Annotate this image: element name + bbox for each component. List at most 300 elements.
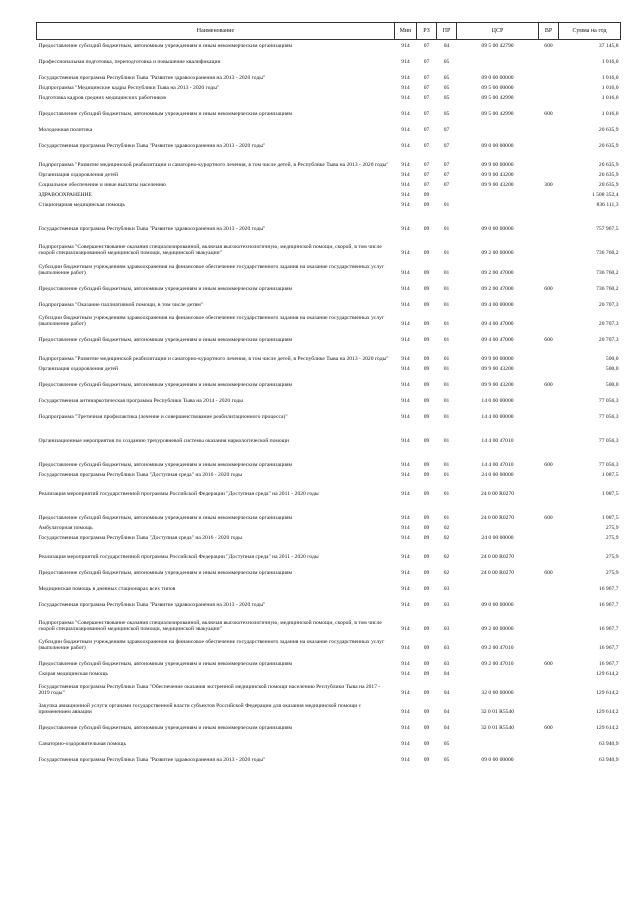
cell-annual-sum: 16 967,7 (598, 602, 619, 609)
cell-section: 09 (423, 491, 430, 498)
cell-ministry: 914 (401, 709, 410, 716)
cell-annual-sum: 275,9 (605, 570, 619, 577)
cell-ministry: 914 (401, 626, 410, 633)
cell-name: Молодежная политика (38, 127, 93, 134)
cell-ministry: 914 (401, 570, 410, 577)
cell-name: Подпрограмма "Совершенствование оказания специализированной, включая высокотехнологичную, медицинской помощи, скорой, в том числе скорой специализированной медицинской помощи, медицинской эвакуации" (38, 619, 382, 633)
cell-subsection: 05 (443, 741, 450, 748)
cell-target-article (457, 668, 539, 678)
cell-subsection: 05 (443, 85, 450, 92)
cell-annual-sum: 16 967,7 (598, 626, 619, 633)
table-body (37, 40, 621, 765)
cell-annual-sum: 500,0 (605, 356, 619, 363)
header-section: РЗ (417, 23, 437, 40)
cell-subsection (437, 189, 457, 199)
cell-name: Подпрограмма "Развитие медицинской реабилитации и санаторно-курортного лечения, в том числе детей, в Республике Тыва на 2013 - 2020 годы" (38, 162, 389, 169)
cell-subsection: 05 (443, 757, 450, 764)
table-row (37, 328, 621, 344)
cell-section: 09 (423, 414, 430, 421)
cell-name: Государственная программа Республики Тыва "Доступная среда" на 2016 - 2020 годы (38, 472, 243, 479)
cell-subsection: 07 (443, 172, 450, 179)
cell-section: 09 (423, 337, 430, 344)
cell-target-article: 09 2 00 00000 (481, 250, 514, 257)
table-row (37, 732, 621, 748)
cell-target-article: 32 0 00 00000 (481, 690, 514, 697)
cell-target-article: 32 0 01 R5540 (480, 725, 515, 732)
cell-name: Профессиональная подготовка, переподготовка и повышение квалификации (38, 59, 221, 66)
budget-table (36, 22, 621, 764)
cell-section: 07 (423, 182, 430, 189)
cell-subsection: 01 (443, 356, 450, 363)
cell-subsection: 04 (443, 671, 450, 678)
cell-target-article: 24 0 00 R0270 (480, 491, 515, 498)
cell-target-article: 14 0 00 00000 (481, 398, 514, 405)
cell-section: 09 (423, 472, 430, 479)
table-row (37, 542, 621, 561)
cell-subsection: 02 (443, 570, 450, 577)
cell-ministry: 914 (401, 525, 410, 532)
cell-ministry: 914 (401, 85, 410, 92)
cell-subsection: 01 (443, 202, 450, 209)
cell-annual-sum: 129 614,2 (596, 725, 619, 732)
cell-annual-sum: 736 760,2 (596, 270, 619, 277)
cell-subsection: 01 (443, 515, 450, 522)
cell-section: 09 (423, 192, 430, 199)
table-row (37, 82, 621, 92)
cell-name: Предоставление субсидий бюджетным, автономным учреждениям и иным некоммерческим организациям (38, 111, 293, 118)
cell-expense-type (539, 209, 559, 233)
cell-section: 09 (423, 661, 430, 668)
cell-section: 09 (423, 462, 430, 469)
cell-name: Предоставление субсидий бюджетным, автономным учреждениям и иным некоммерческим организациям (38, 43, 293, 50)
cell-target-article (457, 50, 539, 66)
cell-ministry: 914 (401, 59, 410, 66)
cell-subsection: 02 (443, 535, 450, 542)
table-row (37, 652, 621, 668)
cell-name: Реализация мероприятий государственной программы Российской Федерации "Доступная среда" на 2011 - 2020 годы (38, 554, 319, 561)
cell-section: 09 (423, 757, 430, 764)
cell-ministry: 914 (401, 382, 410, 389)
cell-name: Субсидии бюджетным учреждениям здравоохранения на финансовое обеспечение государственного задания на оказание государственных услуг (выполнение работ) (38, 638, 385, 652)
header-name: Наименование (37, 23, 395, 40)
cell-annual-sum: 63 940,9 (598, 741, 619, 748)
cell-subsection: 01 (443, 398, 450, 405)
cell-expense-type (539, 257, 559, 277)
cell-expense-type (539, 389, 559, 405)
cell-subsection: 01 (443, 491, 450, 498)
table-row (37, 445, 621, 469)
cell-annual-sum: 275,9 (605, 554, 619, 561)
cell-target-article: 09 9 00 43200 (481, 366, 514, 373)
cell-name: Государственная антинаркотическая программа Республики Тыва на 2014 - 2020 годы (38, 398, 243, 405)
cell-target-article: 14 4 00 47010 (481, 438, 514, 445)
cell-annual-sum: 20 635,9 (598, 172, 619, 179)
cell-target-article: 24 0 00 R0270 (480, 570, 515, 577)
table-row (37, 522, 621, 532)
cell-target-article: 09 0 00 00000 (481, 602, 514, 609)
table-row (37, 50, 621, 66)
cell-target-article: 24 0 00 00000 (481, 472, 514, 479)
cell-expense-type (539, 678, 559, 697)
cell-section: 09 (423, 535, 430, 542)
cell-name: Организационные мероприятия по созданию трехуровневой системы оказания наркологической помощи (38, 438, 289, 445)
cell-target-article: 09 5 00 00000 (481, 85, 514, 92)
table-row (37, 169, 621, 179)
table-row (37, 561, 621, 577)
table-row (37, 309, 621, 328)
table-row (37, 389, 621, 405)
cell-target-article: 09 4 00 47000 (481, 321, 514, 328)
cell-annual-sum: 757 967,5 (596, 226, 619, 233)
table-row (37, 293, 621, 309)
cell-target-article: 09 9 00 43200 (481, 172, 514, 179)
cell-annual-sum: 129 614,2 (596, 671, 619, 678)
cell-annual-sum: 16 967,7 (598, 661, 619, 668)
cell-annual-sum: 736 760,2 (596, 286, 619, 293)
cell-annual-sum: 63 940,9 (598, 757, 619, 764)
table-row (37, 363, 621, 373)
cell-section: 09 (423, 438, 430, 445)
cell-subsection: 03 (443, 586, 450, 593)
cell-expense-type (539, 697, 559, 716)
table-row (37, 633, 621, 652)
cell-annual-sum: 836 111,3 (596, 202, 619, 209)
cell-ministry: 914 (401, 270, 410, 277)
cell-ministry: 914 (401, 725, 410, 732)
cell-target-article: 09 2 00 47000 (481, 286, 514, 293)
cell-expense-type (539, 233, 559, 257)
cell-expense-type (539, 732, 559, 748)
cell-target-article (457, 199, 539, 209)
cell-name: Социальное обеспечение и иные выплаты населению (38, 182, 166, 189)
cell-ministry: 914 (401, 554, 410, 561)
cell-subsection: 02 (443, 525, 450, 532)
cell-subsection: 04 (443, 725, 450, 732)
table-row (37, 479, 621, 498)
cell-section: 09 (423, 321, 430, 328)
cell-name: Государственная программа Республики Тыва "Доступная среда" на 2016 - 2020 годы (38, 535, 243, 542)
cell-expense-type (539, 479, 559, 498)
cell-expense-type (539, 668, 559, 678)
cell-annual-sum: 129 614,2 (596, 709, 619, 716)
cell-expense-type (539, 363, 559, 373)
cell-expense-type (539, 748, 559, 764)
cell-expense-type (539, 92, 559, 102)
cell-target-article: 09 2 00 47000 (481, 270, 514, 277)
cell-section: 09 (423, 366, 430, 373)
cell-target-article (457, 189, 539, 199)
table-row (37, 199, 621, 209)
cell-subsection: 01 (443, 270, 450, 277)
cell-ministry: 914 (401, 192, 410, 199)
cell-annual-sum: 1 087,5 (601, 491, 619, 498)
cell-section: 07 (423, 162, 430, 169)
cell-expense-type (539, 293, 559, 309)
cell-ministry: 914 (401, 398, 410, 405)
cell-name: Подпрограмма "Медицинские кадры Республики Тыва на 2013 - 2020 годы" (38, 85, 220, 92)
cell-subsection: 01 (443, 286, 450, 293)
cell-section: 07 (423, 143, 430, 150)
table-row (37, 678, 621, 697)
cell-name: Подготовка кадров средних медицинских работников (38, 95, 166, 102)
cell-subsection: 05 (443, 59, 450, 66)
cell-name: Государственная программа Республики Тыва "Обеспечение оказания экстренной медицинской помощи населению Республики Тыва на 2017 - 2019 годы" (38, 683, 381, 697)
cell-name: Реализация мероприятий государственной программы Российской Федерации "Доступная среда" на 2011 - 2020 годы (38, 491, 319, 498)
cell-expense-type: 300 (544, 182, 553, 189)
cell-name: Стационарная медицинская помощь (38, 202, 125, 209)
cell-name: Государственная программа Республики Тыва "Развитие здравоохранения на 2013 - 2020 годы" (38, 602, 266, 609)
cell-ministry: 914 (401, 602, 410, 609)
cell-expense-type: 600 (544, 286, 553, 293)
cell-expense-type: 600 (544, 111, 553, 118)
cell-expense-type: 600 (544, 43, 553, 50)
table-row (37, 209, 621, 233)
cell-expense-type (539, 189, 559, 199)
table-row (37, 257, 621, 277)
cell-name: Подпрограмма "Совершенствование оказания специализированной, включая высокотехнологичную, медицинской помощи, скорой, в том числе скорой специализированной медицинской помощи, медицинской эвакуации" (38, 243, 382, 257)
cell-annual-sum: 77 056,3 (598, 462, 619, 469)
cell-subsection: 05 (443, 75, 450, 82)
cell-section: 09 (423, 741, 430, 748)
cell-expense-type (539, 405, 559, 421)
cell-section: 09 (423, 626, 430, 633)
cell-section: 07 (423, 59, 430, 66)
cell-section: 09 (423, 645, 430, 652)
cell-subsection: 03 (443, 626, 450, 633)
cell-ministry: 914 (401, 162, 410, 169)
table-row (37, 498, 621, 522)
cell-annual-sum: 77 056,3 (598, 414, 619, 421)
cell-annual-sum: 16 967,7 (598, 586, 619, 593)
cell-subsection: 05 (443, 95, 450, 102)
cell-subsection: 01 (443, 337, 450, 344)
cell-section: 09 (423, 725, 430, 732)
cell-section: 07 (423, 127, 430, 134)
cell-section: 09 (423, 202, 430, 209)
cell-ministry: 914 (401, 286, 410, 293)
cell-ministry: 914 (401, 586, 410, 593)
cell-ministry: 914 (401, 438, 410, 445)
cell-annual-sum: 77 056,3 (598, 398, 619, 405)
cell-ministry: 914 (401, 535, 410, 542)
cell-subsection: 01 (443, 382, 450, 389)
cell-annual-sum: 1 016,0 (601, 75, 619, 82)
cell-target-article: 24 0 00 R0270 (480, 515, 515, 522)
cell-expense-type (539, 82, 559, 92)
cell-expense-type (539, 118, 559, 134)
table-row (37, 421, 621, 445)
cell-annual-sum: 20 635,9 (598, 143, 619, 150)
cell-section: 09 (423, 302, 430, 309)
cell-name: Организация оздоровления детей (38, 172, 118, 179)
cell-expense-type (539, 609, 559, 633)
cell-name: Предоставление субсидий бюджетным, автономным учреждениям и иным некоммерческим организациям (38, 286, 293, 293)
cell-section: 09 (423, 226, 430, 233)
cell-section: 07 (423, 172, 430, 179)
cell-name: Подпрограмма "Оказание паллиативной помощи, в том числе детям" (38, 302, 204, 309)
cell-subsection: 03 (443, 645, 450, 652)
cell-section: 07 (423, 43, 430, 50)
cell-expense-type (539, 542, 559, 561)
cell-subsection: 01 (443, 302, 450, 309)
table-row (37, 405, 621, 421)
cell-expense-type (539, 344, 559, 363)
cell-annual-sum: 77 056,3 (598, 438, 619, 445)
cell-expense-type: 600 (544, 515, 553, 522)
cell-target-article: 09 5 00 42790 (481, 43, 514, 50)
cell-section: 09 (423, 709, 430, 716)
cell-subsection: 03 (443, 661, 450, 668)
cell-annual-sum: 275,9 (605, 535, 619, 542)
cell-expense-type: 600 (544, 462, 553, 469)
cell-ministry: 914 (401, 302, 410, 309)
cell-section: 09 (423, 554, 430, 561)
table-row (37, 344, 621, 363)
cell-ministry: 914 (401, 515, 410, 522)
table-row (37, 668, 621, 678)
cell-annual-sum: 20 635,9 (598, 182, 619, 189)
cell-section: 07 (423, 95, 430, 102)
cell-expense-type (539, 134, 559, 150)
cell-ministry: 914 (401, 690, 410, 697)
cell-subsection: 03 (443, 602, 450, 609)
cell-section: 09 (423, 250, 430, 257)
cell-ministry: 914 (401, 43, 410, 50)
table-row (37, 179, 621, 189)
cell-ministry: 914 (401, 202, 410, 209)
table-row (37, 532, 621, 542)
cell-annual-sum: 1 087,5 (601, 515, 619, 522)
cell-target-article: 09 4 00 00000 (481, 302, 514, 309)
cell-ministry: 914 (401, 95, 410, 102)
cell-target-article: 09 0 00 00000 (481, 75, 514, 82)
cell-target-article: 09 9 00 00000 (481, 356, 514, 363)
cell-annual-sum: 500,0 (605, 366, 619, 373)
cell-subsection: 01 (443, 226, 450, 233)
cell-section: 09 (423, 525, 430, 532)
cell-name: Государственная программа Республики Тыва "Развитие здравоохранения на 2013 - 2020 годы" (38, 757, 266, 764)
cell-subsection: 05 (443, 111, 450, 118)
cell-ministry: 914 (401, 757, 410, 764)
cell-annual-sum: 20 707,3 (598, 321, 619, 328)
cell-expense-type (539, 522, 559, 532)
cell-ministry: 914 (401, 671, 410, 678)
table-row (37, 716, 621, 732)
cell-annual-sum: 129 614,2 (596, 690, 619, 697)
cell-section: 09 (423, 671, 430, 678)
cell-section: 07 (423, 111, 430, 118)
cell-subsection: 07 (443, 143, 450, 150)
cell-expense-type (539, 532, 559, 542)
cell-target-article: 09 2 00 00000 (481, 626, 514, 633)
cell-annual-sum: 20 635,9 (598, 127, 619, 134)
cell-annual-sum: 1 087,5 (601, 472, 619, 479)
cell-subsection: 01 (443, 250, 450, 257)
cell-subsection: 04 (443, 709, 450, 716)
cell-target-article: 09 5 00 42990 (481, 95, 514, 102)
cell-target-article (457, 732, 539, 748)
cell-expense-type (539, 66, 559, 82)
cell-target-article: 09 2 00 47010 (481, 661, 514, 668)
cell-section: 09 (423, 570, 430, 577)
cell-name: Субсидии бюджетным учреждениям здравоохранения на финансовое обеспечение государственного задания на оказание государственных услуг (выполнение работ) (38, 314, 385, 328)
cell-ministry: 914 (401, 182, 410, 189)
table-row (37, 150, 621, 169)
cell-expense-type: 600 (544, 661, 553, 668)
cell-annual-sum: 20 707,3 (598, 337, 619, 344)
cell-name: ЗДРАВООХРАНЕНИЕ (38, 192, 93, 199)
cell-ministry: 914 (401, 741, 410, 748)
cell-section: 07 (423, 85, 430, 92)
cell-name: Подпрограмма "Третичная профилактика (лечение и совершенствование реабилитационного процесса)" (38, 414, 288, 421)
cell-expense-type (539, 577, 559, 593)
cell-ministry: 914 (401, 645, 410, 652)
cell-ministry: 914 (401, 75, 410, 82)
cell-name: Субсидии бюджетным учреждениям здравоохранения на финансовое обеспечение государственного задания на оказание государственных услуг (выполнение работ) (38, 263, 385, 277)
cell-ministry: 914 (401, 143, 410, 150)
cell-name: Государственная программа Республики Тыва "Развитие здравоохранения на 2013 - 2020 годы" (38, 75, 266, 82)
cell-name: Предоставление субсидий бюджетным, автономным учреждениям и иным некоммерческим организациям (38, 725, 293, 732)
cell-ministry: 914 (401, 250, 410, 257)
cell-annual-sum: 275,9 (605, 525, 619, 532)
table-row (37, 697, 621, 716)
cell-subsection: 04 (443, 43, 450, 50)
header-ministry: Мин (395, 23, 417, 40)
cell-expense-type (539, 199, 559, 209)
cell-expense-type (539, 469, 559, 479)
cell-name: Медицинская помощь в дневных стационарах всех типов (38, 586, 176, 593)
cell-ministry: 914 (401, 172, 410, 179)
cell-annual-sum: 37 145,8 (598, 43, 619, 50)
table-row (37, 92, 621, 102)
cell-name: Государственная программа Республики Тыва "Развитие здравоохранения на 2013 - 2020 годы" (38, 143, 266, 150)
cell-target-article: 24 0 00 R0270 (480, 554, 515, 561)
cell-target-article: 09 4 00 47000 (481, 337, 514, 344)
cell-annual-sum: 1 508 352,4 (591, 192, 619, 199)
table-row (37, 134, 621, 150)
cell-subsection: 07 (443, 127, 450, 134)
cell-section: 09 (423, 690, 430, 697)
cell-ministry: 914 (401, 414, 410, 421)
cell-name: Амбулаторная помощь (38, 525, 93, 532)
cell-subsection: 01 (443, 462, 450, 469)
cell-target-article (457, 577, 539, 593)
table-row (37, 469, 621, 479)
cell-subsection: 07 (443, 162, 450, 169)
cell-name: Предоставление субсидий бюджетным, автономным учреждениям и иным некоммерческим организациям (38, 515, 293, 522)
cell-target-article: 09 0 00 00000 (481, 143, 514, 150)
cell-expense-type (539, 421, 559, 445)
cell-target-article: 24 0 00 00000 (481, 535, 514, 542)
cell-section: 09 (423, 602, 430, 609)
cell-annual-sum: 1 016,0 (601, 111, 619, 118)
cell-subsection: 07 (443, 182, 450, 189)
cell-subsection: 04 (443, 690, 450, 697)
table-row (37, 102, 621, 118)
table-row (37, 593, 621, 609)
cell-ministry: 914 (401, 491, 410, 498)
cell-section: 07 (423, 75, 430, 82)
cell-annual-sum: 736 760,2 (596, 250, 619, 257)
table-row (37, 577, 621, 593)
cell-annual-sum: 1 016,0 (601, 95, 619, 102)
cell-ministry: 914 (401, 226, 410, 233)
cell-target-article: 09 5 00 42990 (481, 111, 514, 118)
cell-ministry: 914 (401, 127, 410, 134)
cell-target-article: 32 0 01 R5540 (480, 709, 515, 716)
cell-target-article: 09 0 00 00000 (481, 226, 514, 233)
budget-sheet (36, 22, 620, 764)
